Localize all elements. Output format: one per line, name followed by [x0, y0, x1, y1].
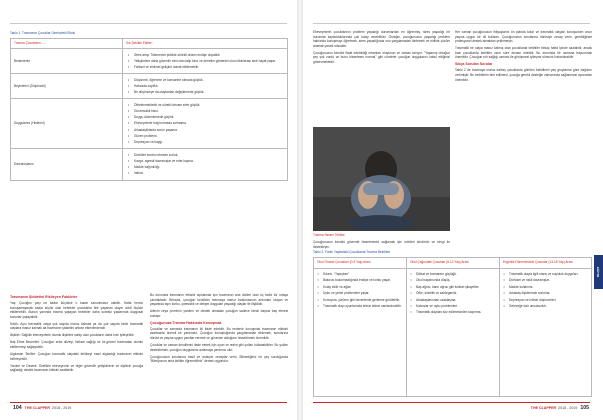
table1-row: [11, 74, 288, 99]
photo-caption: Travma Neden Tehlike: [313, 233, 345, 237]
symptom-list: [317, 272, 403, 309]
paragraph: İlişkiler: Sağlıklı ebeveynlerle olumlu ilişkilere sahip olan çocukların daha hızlı iyileşebilir.: [10, 333, 135, 338]
paragraph: Baş Etme Becerileri: Çocuğun zeka düzeyi, fiziksel sağlığı ve öz-güveni travmadan olumlu etkilenmeyi sağlayabilir.: [10, 340, 143, 350]
right-column-2: [455, 30, 592, 85]
paragraph-list: [313, 30, 450, 65]
effect-item: • Fiziksel ve zihinsel gelişimi olarak etkilenebilir.: [127, 65, 284, 70]
symptom-item: • Arkadaşlarından uzaklaşma.: [410, 298, 496, 303]
paragraph-list: [150, 293, 288, 318]
effect-item: • Ebeveynlerle bağ kurmada zorlanma.: [127, 121, 284, 126]
effects-list: [127, 53, 284, 70]
left-page: [0, 0, 297, 420]
symptom-item: • Kabuslar ve uyku problemleri.: [410, 304, 496, 309]
effects-list: [127, 78, 284, 95]
symptom-item: • Uyku ve yeme problemleri yaşar.: [317, 291, 403, 296]
section-heading: Travmanın Şiddetini Etkileyen Faktörler: [10, 295, 78, 299]
paragraph: Her zaman çocuğunuzun ihtiyaçlarını ön planda tutun ve travmatik olayları konuşurken onun yaşına uygun bir dil kullanın. Çocuğunuzun sorularına dürüstçe cevap verin, gerektiğinde profesyonel destek almaktan çekinmeyin.: [455, 30, 592, 44]
symptom-item: • Okul başarısında düşüş.: [410, 278, 496, 283]
footer-year: 2018 - 2019: [558, 406, 578, 410]
left-footer: [10, 405, 71, 411]
table2-cell-preschool: [314, 269, 407, 397]
section-heading: Sıkça Sorulan Sorular: [455, 62, 493, 67]
paragraph: Yardım ve Destek: Özellikle ebeveyninin ve diğer güvenilir yetişkinlerin ve kişilerin çocuğa sağladığı destek travmanın etkisini azaltabilir.: [10, 363, 143, 373]
effect-item: • Intihar.: [127, 171, 284, 176]
right-footer: [531, 405, 592, 411]
table2-cell-adolescent: [500, 269, 592, 397]
symptom-item: • Bakıcısı bulunmadığında endişe ve korku yaşar.: [317, 278, 403, 283]
paragraph: Travmatik bir olaya maruz kalmış olan çocuklarda belirtiler birkaç hafta içinde azalabilir, ancak bazı çocuklarda belirtiler uzun süre devam edebilir. Bu durumda bir uzmana başvurmak önemlidir. Çocuğun ruh sağlığı uzmanı ile görüşmesi iyileşme sürecini hızlandırabilir.: [455, 46, 592, 60]
side-tab-label: EĞİTİM: [596, 266, 601, 278]
effect-item: • Dürtüleri kontrol etmede zorluk.: [127, 153, 284, 158]
effect-item: • Stres artışı Tükenecek şekilde sürekli ortamı endişe duyabilir.: [127, 53, 284, 58]
symptom-item: • Dikkat ve konsantre güçlüğü.: [410, 272, 496, 277]
effect-item: • Yetişkinlere daha güvenilir mini olan talip kiror ve denetim gösterimi oluru tikinlarası sinir hayat yaşar.: [127, 59, 284, 64]
paragraph: Çocuğunuzun sorularına basit ve anlaşılır cevaplar verin. Bilmediğiniz bir şey sorduğunda "Bilmiyorum ama birlikte öğrenebiliriz" demek uygundur.: [150, 354, 288, 364]
paragraph: Tablo 2 de travmaya maruz kalmış çocuklarda görülen belirtilerin yaş gruplarına göre dağılımı verilmiştir. Bu belirtilerin fark edilmesi, çocuğa gerekli desteğin zamanında sağlanması açısından önemlidir.: [455, 68, 592, 82]
symptom-item: • Konuşma, yürüme gibi becerilerde gerileme görülebilir.: [317, 298, 403, 303]
effect-item: • Güven problemi.: [127, 134, 284, 139]
paragraph-list: [455, 30, 592, 60]
paragraph: Ebeveynlerin çocuklarının problem yaşadığı durumlardan en öğrenmiş, stres yaşadığı bir durumda kaybolduklarında çok kolay verebilirler. Örneğin, çocuğunuzun yaşadığı problem hakkında konuşmayı öğretmek, stres yaşadığında onu yargılamadan dinlemek ve birlikte çözüm aramak yararlı olacaktır.: [313, 30, 450, 48]
paragraph-list: [455, 68, 592, 82]
symptom-item: • Depresyon ve intihar düşünceleri.: [503, 298, 588, 303]
left-column-1: [10, 293, 143, 375]
table2-header-adolescent: Ergenlik Dönemindeki Çocuklar (13-18 Yaş) Arası: [500, 258, 592, 269]
right-page: [303, 0, 600, 420]
table1-header-right: Sık Şekilde Etkiler:: [123, 39, 288, 49]
table1-row: [11, 99, 288, 149]
symptom-item: • Öfke, sinirlilik ve saldırganlık.: [410, 291, 496, 296]
symptom-item: • Travmatik olaydan söz edilmesinden kaçınma.: [410, 310, 496, 315]
table1-domain-cell: Beyinlerini (Düşünceli): [11, 74, 123, 99]
paragraph: Ailenin veya çevrenin yardımı ve destek olmadan çocuğun sadece kendi başına baş etmesi zorlaşır.: [150, 309, 288, 318]
effect-item: • Arkadaşlıklarda sorun yaşama.: [127, 128, 284, 133]
paragraph: Yaş: Çocuğun yaşı ne kadar küçükse o kadar savunmasız olabilir. Hatta henüz konuşamayacak kadar küçük olan bebekler çocuklarla bile yaşanan olayın ciddi ölçüde etkilenebilir. Bunun yanında travma yaşayan bebekler daha sonraki yaşlarında duygusal sorunlar yaşayabilir.: [10, 301, 143, 319]
effect-item: • Madde bağımlılığı.: [127, 165, 284, 170]
page-number: 105: [580, 405, 589, 411]
symptom-item: • Sıkıntı, "Yapışkan".: [317, 272, 403, 277]
sad-child-image: [313, 127, 450, 231]
paragraph: Sıklık: Aynı travmatik olaya çok sayıda maruz kalmak ya da çok sayıda farklı travmatik olaylara maruz kalmak da travmanın şiddetini artıran etkenlerdendir.: [10, 321, 143, 331]
symptom-item: • Dürtüsel ve riskli davranışlar.: [503, 278, 588, 283]
photo-followup-text: Çocuğunuzun kendini güvende hissetmesini sağlamak için rutinleri sürdürün ve sevgi ile destekleyin.: [313, 240, 450, 249]
paragraph-list: [150, 327, 288, 364]
paragraph: Çocuklar ve zamanla travmanın iki ifade edebilir. Bu nedenle konuşmak travmanın etkisini azaltmada önemli bir yardımdır. Çocuğun konuştuğunda yargılamadan dinlemek, sorularına dürüst ve yaşına uygun yanıtlar vermek ve güvende olduğunu hissettirmek önemlidir.: [150, 326, 288, 341]
symptom-item: • Geleceğe dair umutsuzluk.: [503, 304, 588, 309]
effect-item: • Kavga, agresif davranışlar ve eder kaçma.: [127, 159, 284, 164]
symptom-item: • Arkadaş ilişkilerinde sorunlar.: [503, 291, 588, 296]
table2-body-row: [314, 269, 592, 397]
table1-effects-cell: [123, 49, 288, 74]
table1-effects-cell: [123, 99, 288, 149]
symptom-item: • Baş ağrısı, karın ağrısı gibi fiziksel şikayetler.: [410, 285, 496, 290]
effect-item: • Öfkelenmektedir ve sürekli devam eder güçlük.: [127, 103, 284, 108]
table1-header-row: [11, 39, 288, 49]
child-photo: [313, 127, 450, 231]
effects-list: [127, 103, 284, 145]
footer-year: 2018 - 2019: [52, 406, 72, 410]
symptom-list: [410, 272, 496, 315]
table1-domain-cell: Davranışlarını: [11, 149, 123, 180]
left-column-2: [150, 293, 288, 366]
footer-brand: THE CLAPPER: [530, 406, 557, 410]
effect-item: • Depresyon ve kaygı.: [127, 140, 284, 145]
footer-rule: [10, 402, 287, 403]
table1-body: [11, 49, 288, 181]
table1: [10, 38, 288, 181]
paragraph: Algılanan Tehlike: Çocuğun travmatik olaydaki tehlikeyi nasıl algıladığı travmanın etkisini belirleyebilir.: [10, 352, 143, 361]
paragraph-list: [10, 301, 143, 373]
table2-cell-school-age: [407, 269, 500, 397]
effect-item: • Hafızada zayıflık.: [127, 84, 284, 89]
effects-list: [127, 153, 284, 176]
symptom-item: • Travmatik olayı oyunlarında tekrar tekrar canlandırabilir.: [317, 304, 403, 309]
table1-domain-cell: Bedenlerini: [11, 49, 123, 74]
table2-caption: Tablo 2. Farklı Yaşlardaki Çocuklarda Travma Belirtileri: [313, 250, 391, 254]
effect-item: • Düşünme, öğrenme ve konsantre olmada güçlük.: [127, 78, 284, 83]
paragraph: Çocuklar ve zaman kendilerini ifade etmek için oyun ve resim gibi yolları kullanabilirler. Bu yolları desteklemek, çocuğun duygularını anlamaya yardımcı olur.: [150, 343, 288, 352]
footer-brand: THE CLAPPER: [24, 406, 51, 410]
table1-domain-cell: Duygularını (Hislerini): [11, 99, 123, 149]
table2: [313, 257, 592, 397]
section-side-tab: [594, 255, 603, 289]
page-number: 104: [13, 405, 22, 411]
table2-header-preschool: Okul Öncesi Çocukları (0-5 Yaş) Arası: [314, 258, 407, 269]
symptom-item: • Madde kullanımı.: [503, 285, 588, 290]
symptom-list: [503, 272, 588, 309]
top-rule: [10, 23, 287, 24]
table1-caption: Tablo 1. Travmanın Çocuklar Üzerindeki Etkisi: [10, 31, 76, 35]
table1-effects-cell: [123, 149, 288, 180]
effect-item: • Duygu düzenlemede güçlük.: [127, 115, 284, 120]
paragraph: Çocuğunuzun kendini ifade edebildiği ortamları oluşturun ve zaman tanıyın. "Yaşamış olduğun şey çok zordu ve bunu hissetmen normal" gibi cümleler çocuğun duygularını kabul ettiğinizi göstermektedir.: [313, 50, 450, 64]
section-heading: Çocuğunuza Travma Hakkında Konuşmak: [150, 320, 222, 325]
top-rule: [313, 23, 590, 24]
symptom-item: • Kolay irkilir ve ağlar.: [317, 285, 403, 290]
right-column-1: [313, 30, 450, 67]
effect-item: • Bir düşünceye da olaylardan değiştirmede güçlük.: [127, 90, 284, 95]
table2-header-row: [314, 258, 592, 269]
effect-item: • Güvensizlik hissi.: [127, 109, 284, 114]
table1-row: [11, 149, 288, 180]
paragraph: Bu durumda travmanın etkisini açıklamak için travmanın ana dizileri olan üç farklı tür ortaya çıkmaktadır. Birincisi, çocuğun kendisini travmaya maruz bırakmasının ardından oluşan ve yaşantıda aşırı korku, çaresizlik ve dehşet duyguları yaşadığı olaylar ile ilişkilidir.: [150, 293, 288, 307]
table1-row: [11, 49, 288, 74]
symptom-item: • Travmatik olayla ilgili utanç ve suçluluk duyguları.: [503, 272, 588, 277]
table1-header-left: Travma Çocukların......: [11, 39, 123, 49]
table2-header-school-age: Okul Çağındaki Çocuklar (6-12 Yaş) Arası: [407, 258, 500, 269]
footer-rule: [313, 402, 590, 403]
table1-effects-cell: [123, 74, 288, 99]
